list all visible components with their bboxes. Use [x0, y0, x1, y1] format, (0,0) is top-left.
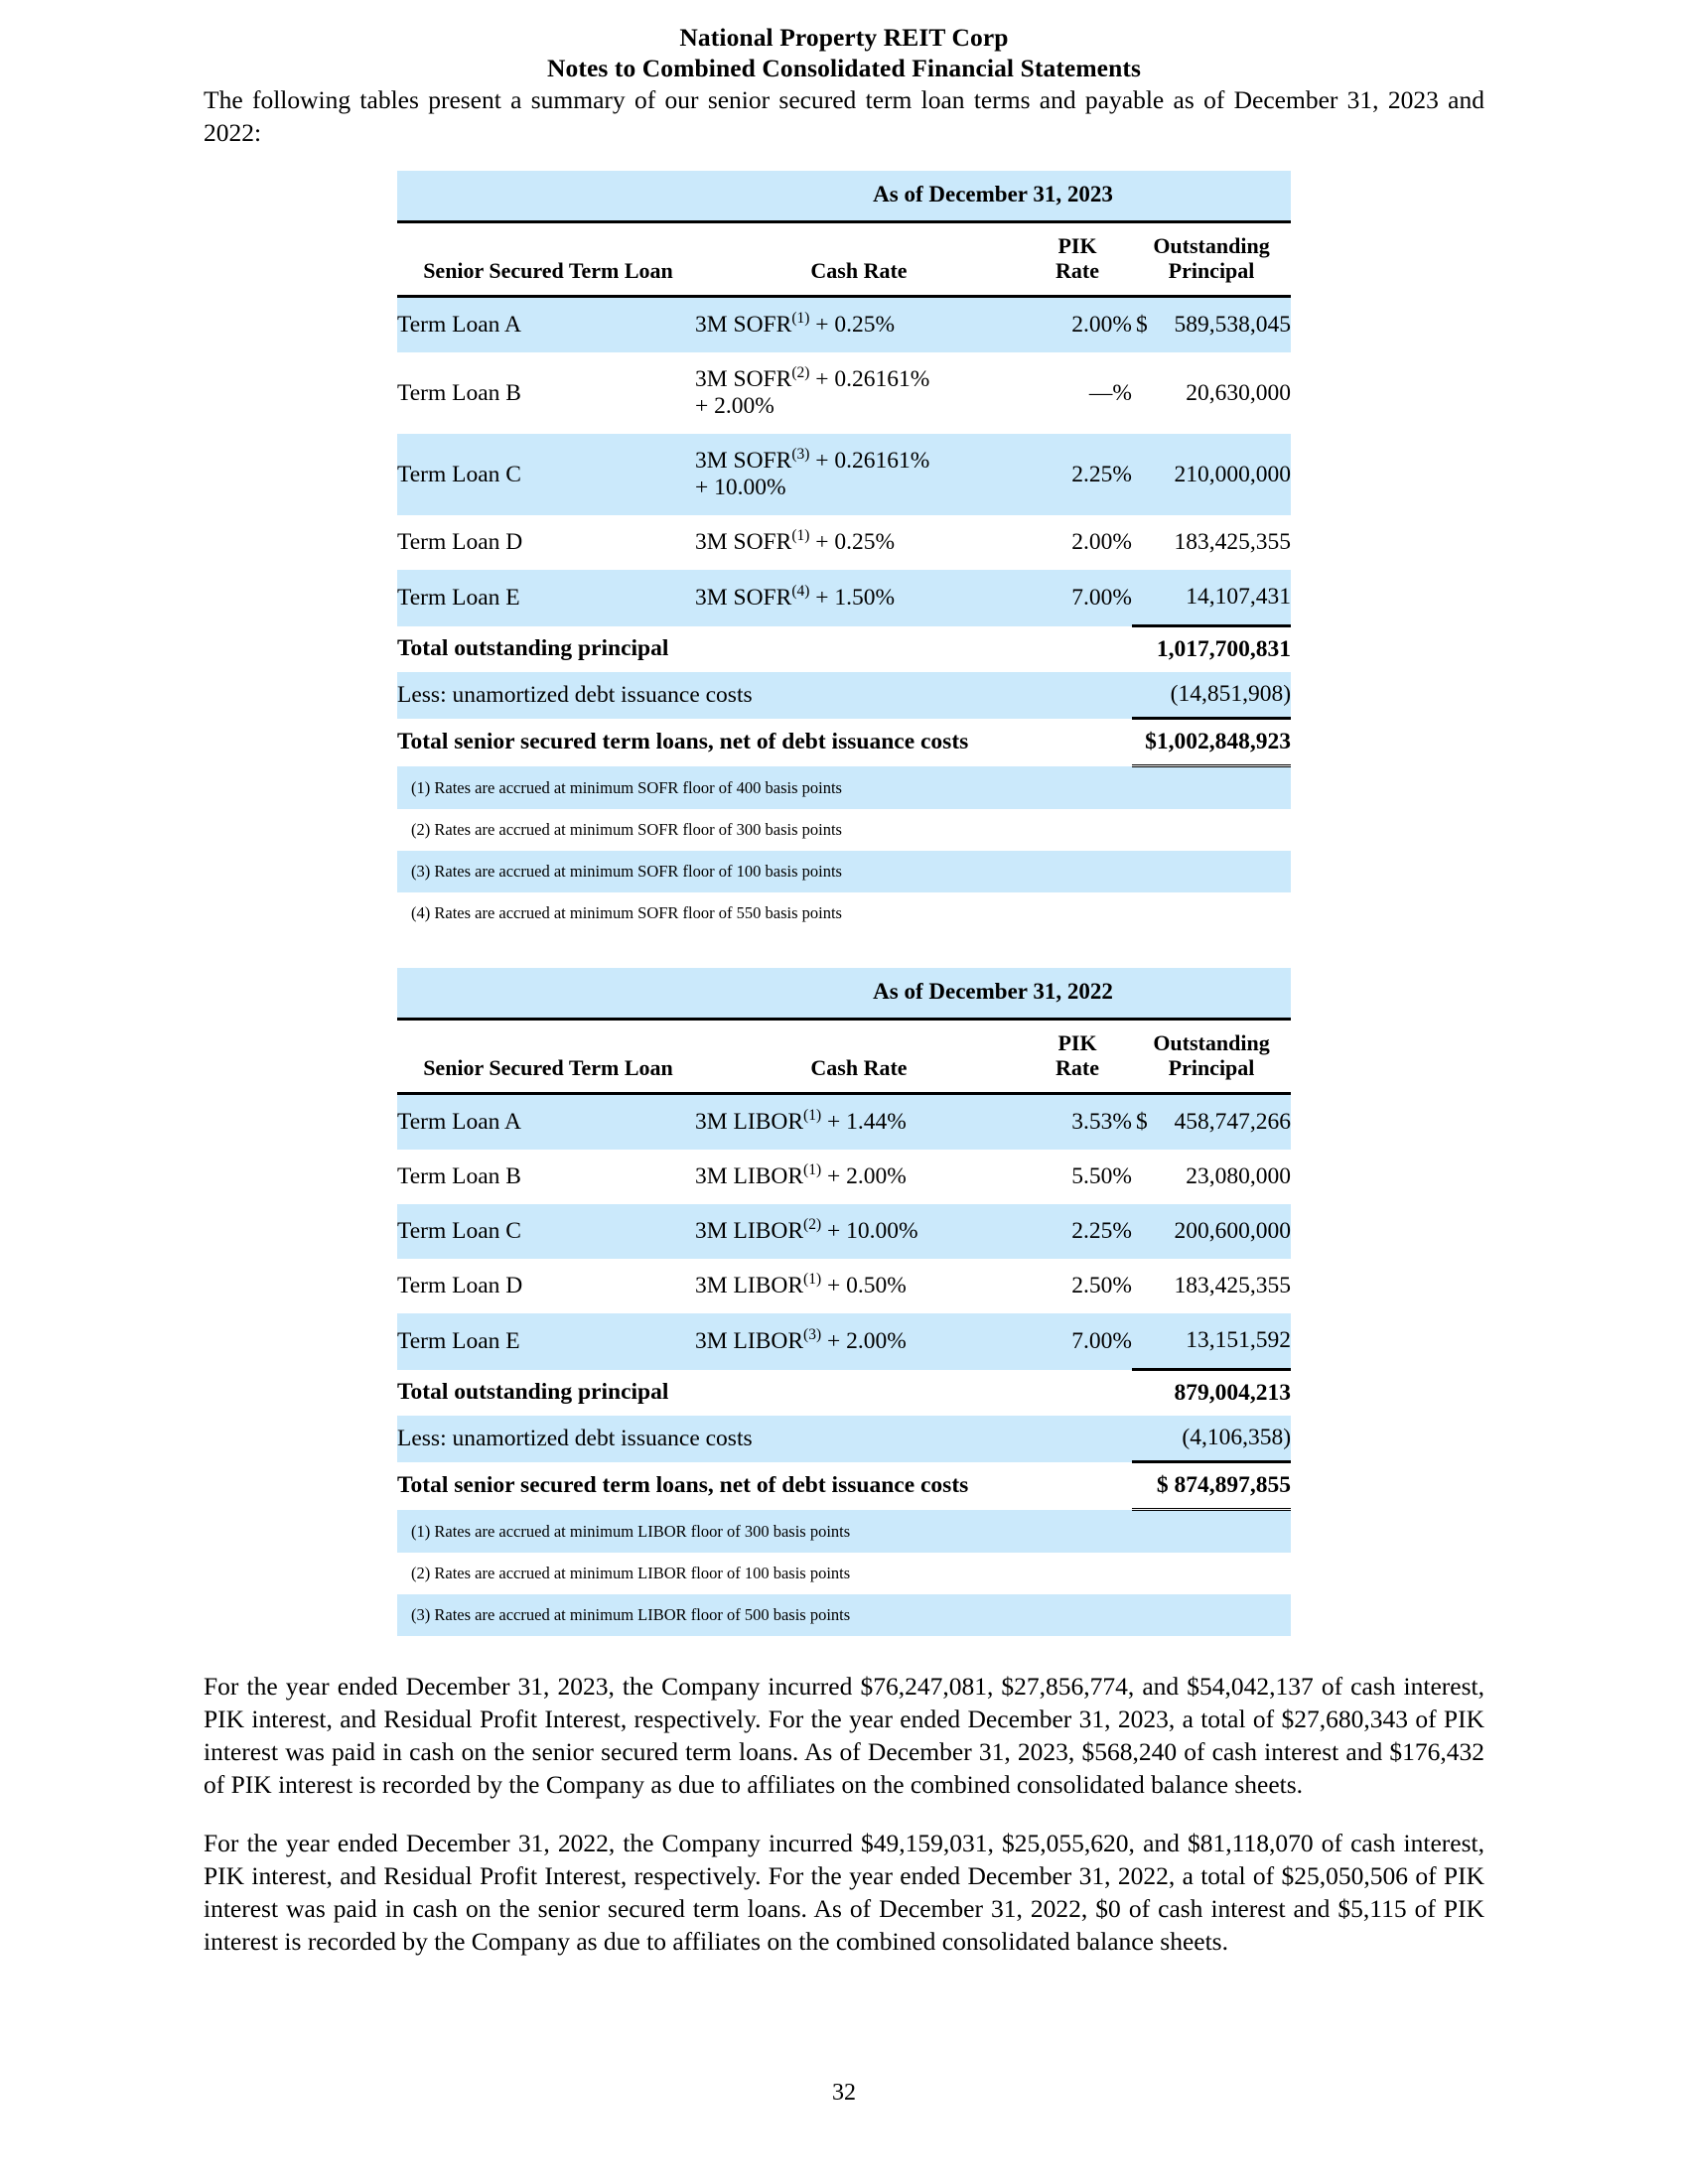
rate-footnote-ref: (1): [791, 310, 810, 328]
principal-amount: 183,425,355: [1174, 529, 1292, 555]
rate-spread: + 2.00%: [821, 1327, 907, 1354]
pik-rate-value: 5.50%: [1071, 1163, 1132, 1189]
paragraph-2023: For the year ended December 31, 2023, the Company incurred $76,247,081, $27,856,774, and $54,042,137 of cash interest, PIK interest, and Residual Profit Interest, respectively. For the year ended December 31, 2023, a total of $27,680,343 of PIK interest was paid in cash on the senior secured term loans. As of December 31, 2023, $568,240 of cash interest and $176,432 of PIK interest is recorded by the Company as due to affiliates on the combined consolidated balance sheets.: [204, 1672, 1484, 1799]
less-costs-row: [397, 672, 1291, 719]
footnote-row: [397, 1594, 1291, 1636]
principal-value: [1132, 1094, 1291, 1151]
col-header-loan-name: Senior Secured Term Loan: [397, 222, 695, 297]
rate-base: 3M SOFR: [695, 312, 792, 338]
pik-rate-value: 7.00%: [1071, 1327, 1132, 1354]
intro-section: [204, 83, 1484, 149]
loan-name: Term Loan C: [397, 1218, 521, 1244]
rate-spread: + 1.50%: [809, 584, 896, 611]
currency-symbol: $: [1136, 1109, 1148, 1135]
period-title-2022: As of December 31, 2022: [873, 979, 1113, 1004]
pik-rate-value: 2.00%: [1071, 312, 1132, 338]
principal-amount: 20,630,000: [1186, 379, 1292, 406]
loan-name: Term Loan C: [397, 461, 521, 487]
rate-spread: + 0.26161%: [809, 366, 930, 392]
rate-spread: + 10.00%: [821, 1218, 918, 1244]
pik-rate-value: 2.00%: [1071, 529, 1132, 555]
principal-amount: 13,151,592: [1186, 1327, 1292, 1353]
cash-rate-cell: [695, 570, 1023, 626]
col-header-principal-line2: Principal: [1168, 1055, 1255, 1080]
less-costs-value: (14,851,908): [1170, 681, 1292, 707]
rate-footnote-ref: (1): [803, 1161, 822, 1179]
loan-name: Term Loan B: [397, 379, 521, 406]
currency-symbol: $: [1136, 312, 1148, 338]
rate-footnote-ref: (2): [803, 1216, 822, 1234]
principal-amount: 458,747,266: [1174, 1109, 1292, 1135]
less-costs-value: (4,106,358): [1182, 1425, 1292, 1450]
page-number: 32: [832, 2080, 856, 2106]
rate-base: 3M LIBOR: [695, 1109, 804, 1135]
footnote-row: [397, 1553, 1291, 1594]
cash-rate-cell: [695, 434, 1023, 515]
loan-table-2022: [397, 968, 1291, 1636]
rate-footnote-ref: (3): [791, 446, 810, 464]
cash-rate-cell: [695, 1259, 1023, 1313]
pik-rate-value: 2.25%: [1071, 461, 1132, 487]
table-row: [397, 434, 1291, 515]
col-header-pik-line1: PIK: [1057, 233, 1097, 258]
rate-spread: + 0.25%: [809, 312, 896, 338]
footnote-text: (4) Rates are accrued at minimum SOFR floor of 550 basis points: [411, 903, 842, 922]
col-header-principal: [1132, 1020, 1291, 1094]
col-header-principal-line2: Principal: [1168, 258, 1255, 283]
col-header-loan-name: Senior Secured Term Loan: [397, 1020, 695, 1094]
loan-name: Term Loan E: [397, 584, 520, 611]
cash-rate-cell: [695, 1150, 1023, 1204]
table-gap: [0, 934, 1688, 968]
total-outstanding-row: [397, 1370, 1291, 1417]
rate-spread: + 0.25%: [809, 529, 896, 555]
footnote-row: [397, 892, 1291, 934]
col-header-pik-rate: [1023, 222, 1132, 297]
principal-value: [1132, 1259, 1291, 1313]
footnote-text: (2) Rates are accrued at minimum LIBOR floor of 100 basis points: [411, 1564, 851, 1582]
company-name: National Property REIT Corp: [679, 23, 1009, 52]
footnote-text: (3) Rates are accrued at minimum SOFR floor of 100 basis points: [411, 862, 842, 881]
principal-value: [1132, 352, 1291, 434]
pik-rate-value: —%: [1088, 379, 1132, 406]
col-header-principal-line1: Outstanding: [1153, 1030, 1270, 1055]
col-header-pik-line2: Rate: [1055, 1055, 1099, 1080]
col-header-pik-line1: PIK: [1057, 1030, 1097, 1055]
loan-name: Term Loan D: [397, 1273, 523, 1298]
rate-spread: + 0.50%: [821, 1273, 907, 1298]
loan-name: Term Loan B: [397, 1163, 521, 1189]
loan-name: Term Loan E: [397, 1327, 520, 1354]
footnote-text: (1) Rates are accrued at minimum SOFR floor of 400 basis points: [411, 778, 842, 797]
pik-rate-value: 2.50%: [1071, 1273, 1132, 1298]
col-header-principal-line1: Outstanding: [1153, 233, 1270, 258]
col-header-cash-rate: Cash Rate: [695, 222, 1023, 297]
rate-base: 3M LIBOR: [695, 1218, 804, 1244]
principal-amount: 200,600,000: [1174, 1218, 1292, 1244]
table-row: [397, 1204, 1291, 1259]
rate-base: 3M SOFR: [695, 448, 792, 474]
loan-name: Term Loan D: [397, 529, 523, 555]
period-title-2023: As of December 31, 2023: [873, 182, 1113, 206]
loan-name: Term Loan A: [397, 1109, 521, 1135]
cash-rate-cell: [695, 1204, 1023, 1259]
period-spacer-cell: [397, 968, 695, 1020]
principal-value: [1132, 1313, 1291, 1370]
rate-spread: + 1.44%: [821, 1109, 907, 1135]
cash-rate-cell: [695, 1313, 1023, 1370]
table-row: [397, 297, 1291, 353]
net-total-row: [397, 719, 1291, 766]
rate-base: 3M SOFR: [695, 584, 792, 611]
loan-table-2022-wrapper: [397, 968, 1291, 1636]
column-header-row-2023: [397, 222, 1291, 297]
rate-second-line: + 2.00%: [695, 393, 774, 419]
column-header-row-2022: [397, 1020, 1291, 1094]
table-row: [397, 1313, 1291, 1370]
rate-base: 3M LIBOR: [695, 1273, 804, 1298]
principal-amount: 210,000,000: [1174, 461, 1292, 487]
less-costs-label: Less: unamortized debt issuance costs: [397, 681, 753, 708]
pik-rate-value: 2.25%: [1071, 1218, 1132, 1244]
rate-footnote-ref: (1): [803, 1107, 822, 1125]
net-total-label: Total senior secured term loans, net of debt issuance costs: [397, 1472, 969, 1498]
period-spacer-cell: [397, 171, 695, 222]
col-header-cash-rate: Cash Rate: [695, 1020, 1023, 1094]
table-row: [397, 570, 1291, 626]
total-outstanding-label: Total outstanding principal: [397, 635, 669, 662]
table-row: [397, 1259, 1291, 1313]
principal-amount: 183,425,355: [1174, 1273, 1292, 1298]
intro-paragraph: The following tables present a summary of our senior secured term loan terms and payable as of December 31, 2023 and 2022:: [204, 85, 1484, 147]
rate-footnote-ref: (3): [803, 1325, 822, 1343]
total-outstanding-row: [397, 626, 1291, 673]
loan-name: Term Loan A: [397, 312, 521, 338]
cash-rate-cell: [695, 515, 1023, 570]
col-header-principal: [1132, 222, 1291, 297]
document-subtitle: Notes to Combined Consolidated Financial Statements: [547, 54, 1141, 82]
rate-second-line: + 10.00%: [695, 475, 786, 500]
footnote-row: [397, 1510, 1291, 1554]
rate-footnote-ref: (1): [791, 527, 810, 545]
period-banner-row: [397, 968, 1291, 1020]
cash-rate-cell: [695, 1094, 1023, 1151]
principal-value: [1132, 297, 1291, 353]
footnote-text: (2) Rates are accrued at minimum SOFR floor of 300 basis points: [411, 820, 842, 839]
total-outstanding-value: 879,004,213: [1132, 1370, 1291, 1417]
pik-rate-value: 7.00%: [1071, 584, 1132, 611]
cash-rate-cell: [695, 352, 1023, 434]
net-total-value: $1,002,848,923: [1132, 719, 1291, 766]
loan-table-2023-wrapper: [397, 171, 1291, 934]
col-header-pik-line2: Rate: [1055, 258, 1099, 283]
rate-spread: + 0.26161%: [809, 448, 930, 474]
total-outstanding-value: 1,017,700,831: [1132, 626, 1291, 673]
table-row: [397, 352, 1291, 434]
pik-rate-value: 3.53%: [1071, 1109, 1132, 1135]
principal-amount: 23,080,000: [1186, 1163, 1292, 1189]
less-costs-label: Less: unamortized debt issuance costs: [397, 1425, 753, 1451]
col-header-pik-rate: [1023, 1020, 1132, 1094]
closing-section: [204, 1670, 1484, 1958]
footnote-row: [397, 766, 1291, 810]
table-row: [397, 515, 1291, 570]
table-row: [397, 1094, 1291, 1151]
rate-spread: + 2.00%: [821, 1163, 907, 1189]
table-row: [397, 1150, 1291, 1204]
rate-base: 3M SOFR: [695, 529, 792, 555]
footnote-row: [397, 851, 1291, 892]
principal-value: [1132, 1150, 1291, 1204]
period-banner-row: [397, 171, 1291, 222]
principal-value: [1132, 434, 1291, 515]
document-header: [0, 0, 1688, 83]
principal-value: [1132, 570, 1291, 626]
rate-base: 3M LIBOR: [695, 1163, 804, 1189]
principal-value: [1132, 515, 1291, 570]
rate-footnote-ref: (1): [803, 1271, 822, 1289]
total-outstanding-label: Total outstanding principal: [397, 1379, 669, 1406]
rate-base: 3M LIBOR: [695, 1327, 804, 1354]
paragraph-2022: For the year ended December 31, 2022, the Company incurred $49,159,031, $25,055,620, and $81,118,070 of cash interest, PIK interest, and Residual Profit Interest, respectively. For the year ended December 31, 2022, a total of $25,050,506 of PIK interest was paid in cash on the senior secured term loans. As of December 31, 2022, $0 of cash interest and $5,115 of PIK interest is recorded by the Company as due to affiliates on the combined consolidated balance sheets.: [204, 1829, 1484, 1956]
loan-table-2023: [397, 171, 1291, 934]
net-total-label: Total senior secured term loans, net of debt issuance costs: [397, 729, 969, 754]
principal-amount: 589,538,045: [1174, 312, 1292, 338]
principal-value: [1132, 1204, 1291, 1259]
cash-rate-cell: [695, 297, 1023, 353]
footnote-text: (1) Rates are accrued at minimum LIBOR floor of 300 basis points: [411, 1522, 851, 1541]
footnote-row: [397, 809, 1291, 851]
less-costs-row: [397, 1416, 1291, 1462]
net-total-value: $ 874,897,855: [1132, 1462, 1291, 1510]
principal-amount: 14,107,431: [1186, 584, 1292, 610]
rate-footnote-ref: (2): [791, 364, 810, 382]
rate-base: 3M SOFR: [695, 366, 792, 392]
net-total-row: [397, 1462, 1291, 1510]
rate-footnote-ref: (4): [791, 582, 810, 600]
footnote-text: (3) Rates are accrued at minimum LIBOR floor of 500 basis points: [411, 1605, 851, 1624]
